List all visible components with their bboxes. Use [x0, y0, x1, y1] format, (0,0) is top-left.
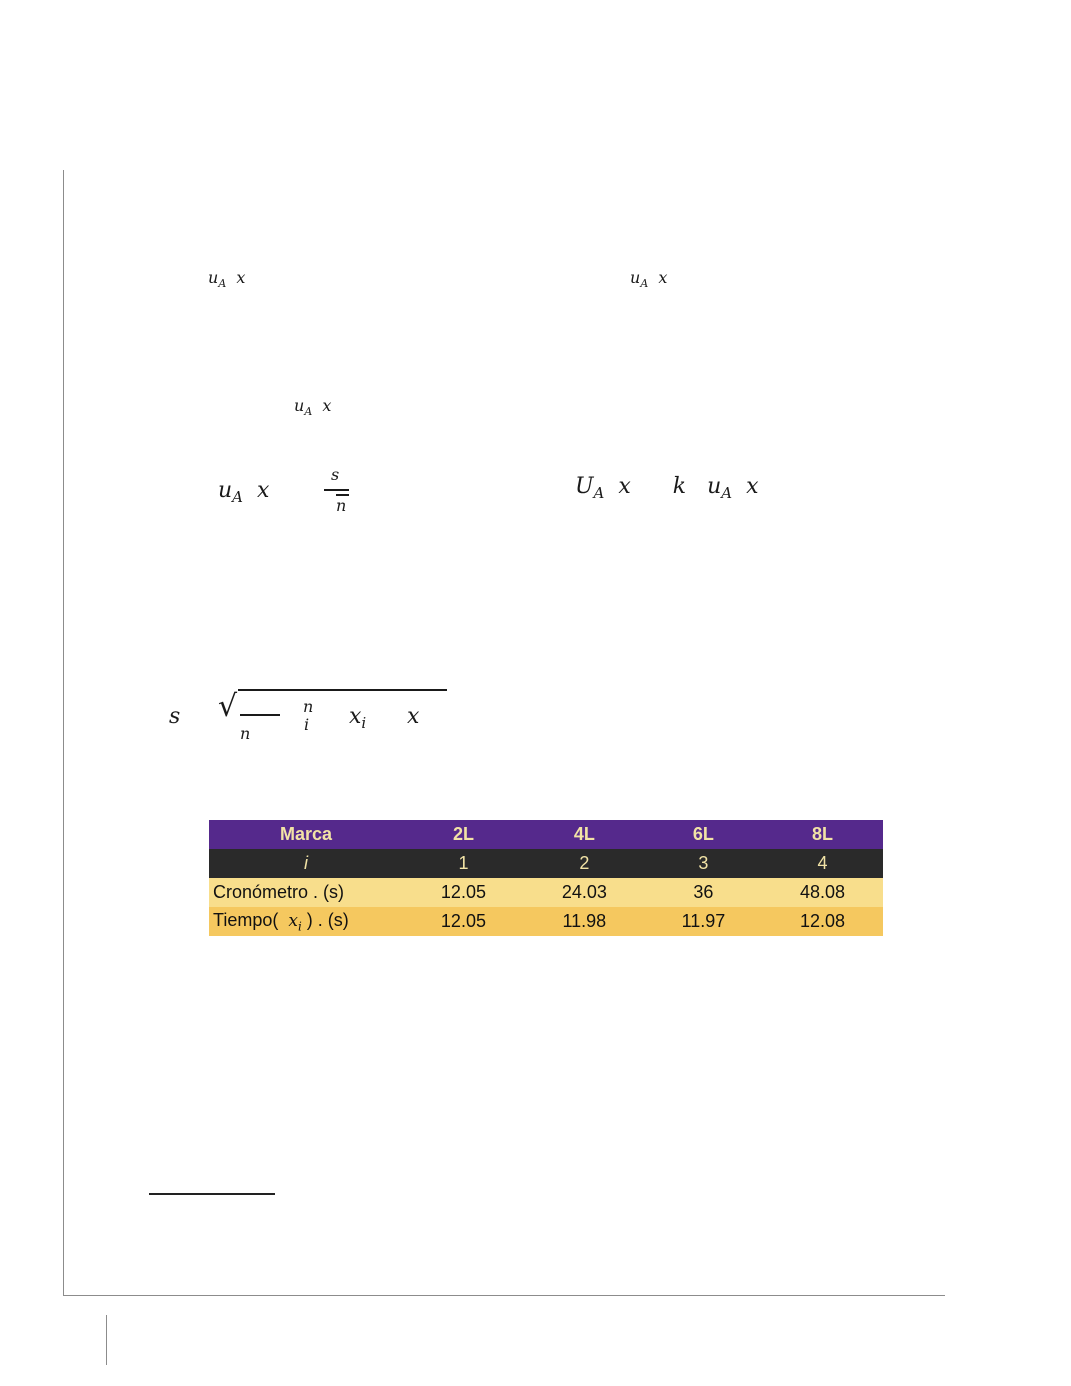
table-cell: 11.98 [524, 907, 645, 936]
formula-s-sum-bottom: i [304, 715, 310, 734]
formula-ua-lhs: $u_A$ x [218, 478, 270, 507]
inline-formula-ua-x-2: $u_A$ x [630, 268, 668, 290]
formula-s-lhs: s [169, 704, 181, 729]
table-cell: 2 [524, 849, 645, 878]
formula-ua-fraction-bar [324, 489, 349, 491]
table-cell: 12.05 [403, 907, 524, 936]
formula-expanded-uncertainty: $U_A$ x k $u_A$ x [575, 474, 759, 503]
table-cell: i [209, 849, 403, 878]
page-left-rule [63, 170, 64, 1295]
label-suffix: ) . (s) [301, 909, 349, 930]
formula-s-xi: $x_i$ [349, 704, 367, 733]
table-cell: 11.97 [645, 907, 762, 936]
table-row [209, 878, 883, 907]
label-variable: $x_i$ [288, 910, 302, 934]
table-cell: 48.08 [762, 878, 883, 907]
table-header-cell: 4L [524, 820, 645, 849]
table-header-cell: 6L [645, 820, 762, 849]
table-row [209, 907, 883, 936]
table-cell: 12.08 [762, 907, 883, 936]
label-prefix: Tiempo( [213, 909, 279, 930]
formula-s-xbar: x [407, 704, 420, 729]
formula-s-sum-top: n [303, 697, 314, 716]
formula-s-fraction-bar [240, 714, 280, 716]
table-header-cell: Marca [209, 820, 403, 849]
footer-left-rule [106, 1315, 107, 1365]
table-cell: 4 [762, 849, 883, 878]
formula-ua-denominator: n [336, 496, 347, 515]
table-cell: 3 [645, 849, 762, 878]
formula-s-denominator: n [240, 724, 251, 743]
table-cell: 12.05 [403, 878, 524, 907]
table-row-label: Cronómetro . (s) [209, 878, 403, 907]
inline-formula-ua-x-1: $u_A$ x [208, 268, 246, 290]
formula-ua-numerator: s [331, 465, 340, 484]
measurement-table [209, 820, 883, 936]
table-header-cell: 8L [762, 820, 883, 849]
page-bottom-rule [63, 1295, 945, 1296]
formula-s-sqrt-bar [238, 689, 447, 691]
formula-s-sqrt-symbol: √ [218, 689, 238, 724]
inline-formula-ua-x-3: $u_A$ x [294, 396, 332, 418]
table-cell: 36 [645, 878, 762, 907]
table-row-label [209, 907, 403, 936]
table-header-row [209, 820, 883, 849]
table-cell: 1 [403, 849, 524, 878]
table-header-cell: 2L [403, 820, 524, 849]
table-cell: 24.03 [524, 878, 645, 907]
footnote-separator [149, 1193, 275, 1195]
table-index-row [209, 849, 883, 878]
